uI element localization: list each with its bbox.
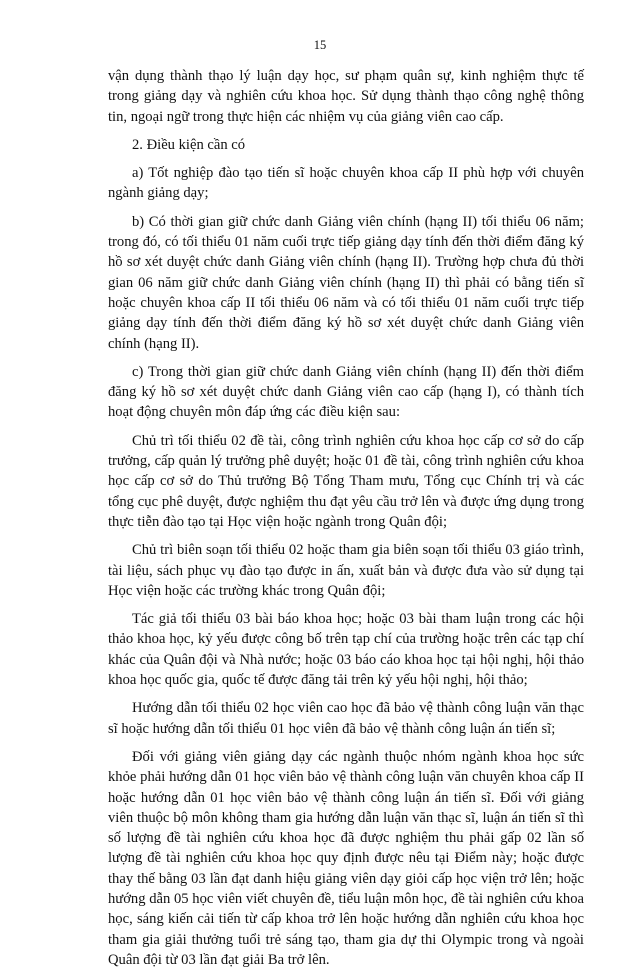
- paragraph-condition-b: b) Có thời gian giữ chức danh Giảng viên chính (hạng II) tối thiểu 06 năm; trong đó, có tối thiểu 01 năm cuối trực tiếp giảng dạy tính đến thời điểm đăng ký hồ sơ xét duyệt chức danh Giảng viên chính (hạng II). Trường hợp chưa đủ thời gian 06 năm giữ chức danh Giảng viên chính (hạng II) thì phải có bằng tiến sĩ hoặc chuyên khoa cấp II tối thiểu 06 năm và có tối thiểu 01 năm cuối trực tiếp giảng dạy tính đến thời điểm đăng ký hồ sơ xét duyệt chức danh Giảng viên chính (hạng II).: [108, 213, 584, 352]
- page-number: 15: [313, 38, 327, 52]
- paragraph-condition-a: a) Tốt nghiệp đào tạo tiến sĩ hoặc chuyên khoa cấp II phù hợp với chuyên ngành giảng dạy;: [108, 165, 584, 202]
- paragraph-research-projects: Chủ trì tối thiểu 02 đề tài, công trình nghiên cứu khoa học cấp cơ sở do cấp trưởng, cấp quản lý trưởng phê duyệt; hoặc 01 đề tài, công trình nghiên cứu khoa học cấp cơ sở do Thủ trưởng Bộ Tổng Tham mưu, Tổng cục Chính trị và các tổng cục phê duyệt, được nghiệm thu đạt yêu cầu trở lên và được ứng dụng trong thực tiễn đào tạo tại Học viện hoặc ngành trong Quân đội;: [108, 432, 584, 530]
- paragraph-health-sciences: Đối với giảng viên giảng dạy các ngành thuộc nhóm ngành khoa học sức khỏe phải hướng dẫn 01 học viên bảo vệ thành công luận văn chuyên khoa cấp II hoặc hướng dẫn 01 học viên bảo vệ thành công luận án tiến sĩ. Đối với giảng viên thuộc bộ môn không tham gia hướng dẫn luận văn thạc sĩ, luận án tiến sĩ thì số lượng đề tài nghiên cứu khoa học đã được nghiệm thu phải gấp 02 lần số lượng đề tài nghiên cứu khoa học quy định được nêu tại Điểm này; hoặc được thay thế bằng 03 lần đạt danh hiệu giảng viên dạy giỏi cấp học viện trở lên; hoặc hướng dẫn 05 học viên viết chuyên đề, tiểu luận môn học, đề tài nghiên cứu khoa học, sáng kiến cải tiến từ cấp khoa trở lên hoặc hướng dẫn nghiên cứu khoa học tham gia giải thưởng tuổi trẻ sáng tạo, tham gia dự thi Olympic trong và ngoài Quân đội từ 03 lần đạt giải Ba trở lên.: [108, 748, 584, 968]
- document-body: [108, 66, 584, 978]
- paragraph-supervision: Hướng dẫn tối thiểu 02 học viên cao học đã bảo vệ thành công luận văn thạc sĩ hoặc hướng dẫn tối thiểu 01 học viên đã bảo vệ thành công luận án tiến sĩ;: [108, 700, 584, 737]
- paragraph-condition-c: c) Trong thời gian giữ chức danh Giảng viên chính (hạng II) đến thời điểm đăng ký hồ sơ xét duyệt chức danh Giảng viên cao cấp (hạng I), có thành tích hoạt động chuyên môn đáp ứng các điều kiện sau:: [108, 363, 584, 421]
- paragraph-publications: Tác giả tối thiểu 03 bài báo khoa học; hoặc 03 bài tham luận trong các hội thảo khoa học, kỷ yếu được công bố trên tạp chí của trường hoặc trên các tạp chí khác của Quân đội và Nhà nước; hoặc 03 báo cáo khoa học tại hội nghị, hội thảo khoa học quốc gia, quốc tế được đăng tải trên kỷ yếu hội nghị, hội thảo;: [108, 611, 584, 689]
- section-heading-conditions: 2. Điều kiện cần có: [132, 136, 246, 153]
- paragraph-textbooks: Chủ trì biên soạn tối thiểu 02 hoặc tham gia biên soạn tối thiểu 03 giáo trình, tài liệu, sách phục vụ đào tạo được in ấn, xuất bản và được đưa vào sử dụng tại Học viện hoặc các trường khác trong Quân đội;: [108, 542, 584, 599]
- paragraph-continuation: vận dụng thành thạo lý luận dạy học, sư phạm quân sự, kinh nghiệm thực tế trong giảng dạy và nghiên cứu khoa học. Sử dụng thành thạo công nghệ thông tin, ngoại ngữ trong thực hiện các nhiệm vụ của giảng viên cao cấp.: [108, 68, 584, 125]
